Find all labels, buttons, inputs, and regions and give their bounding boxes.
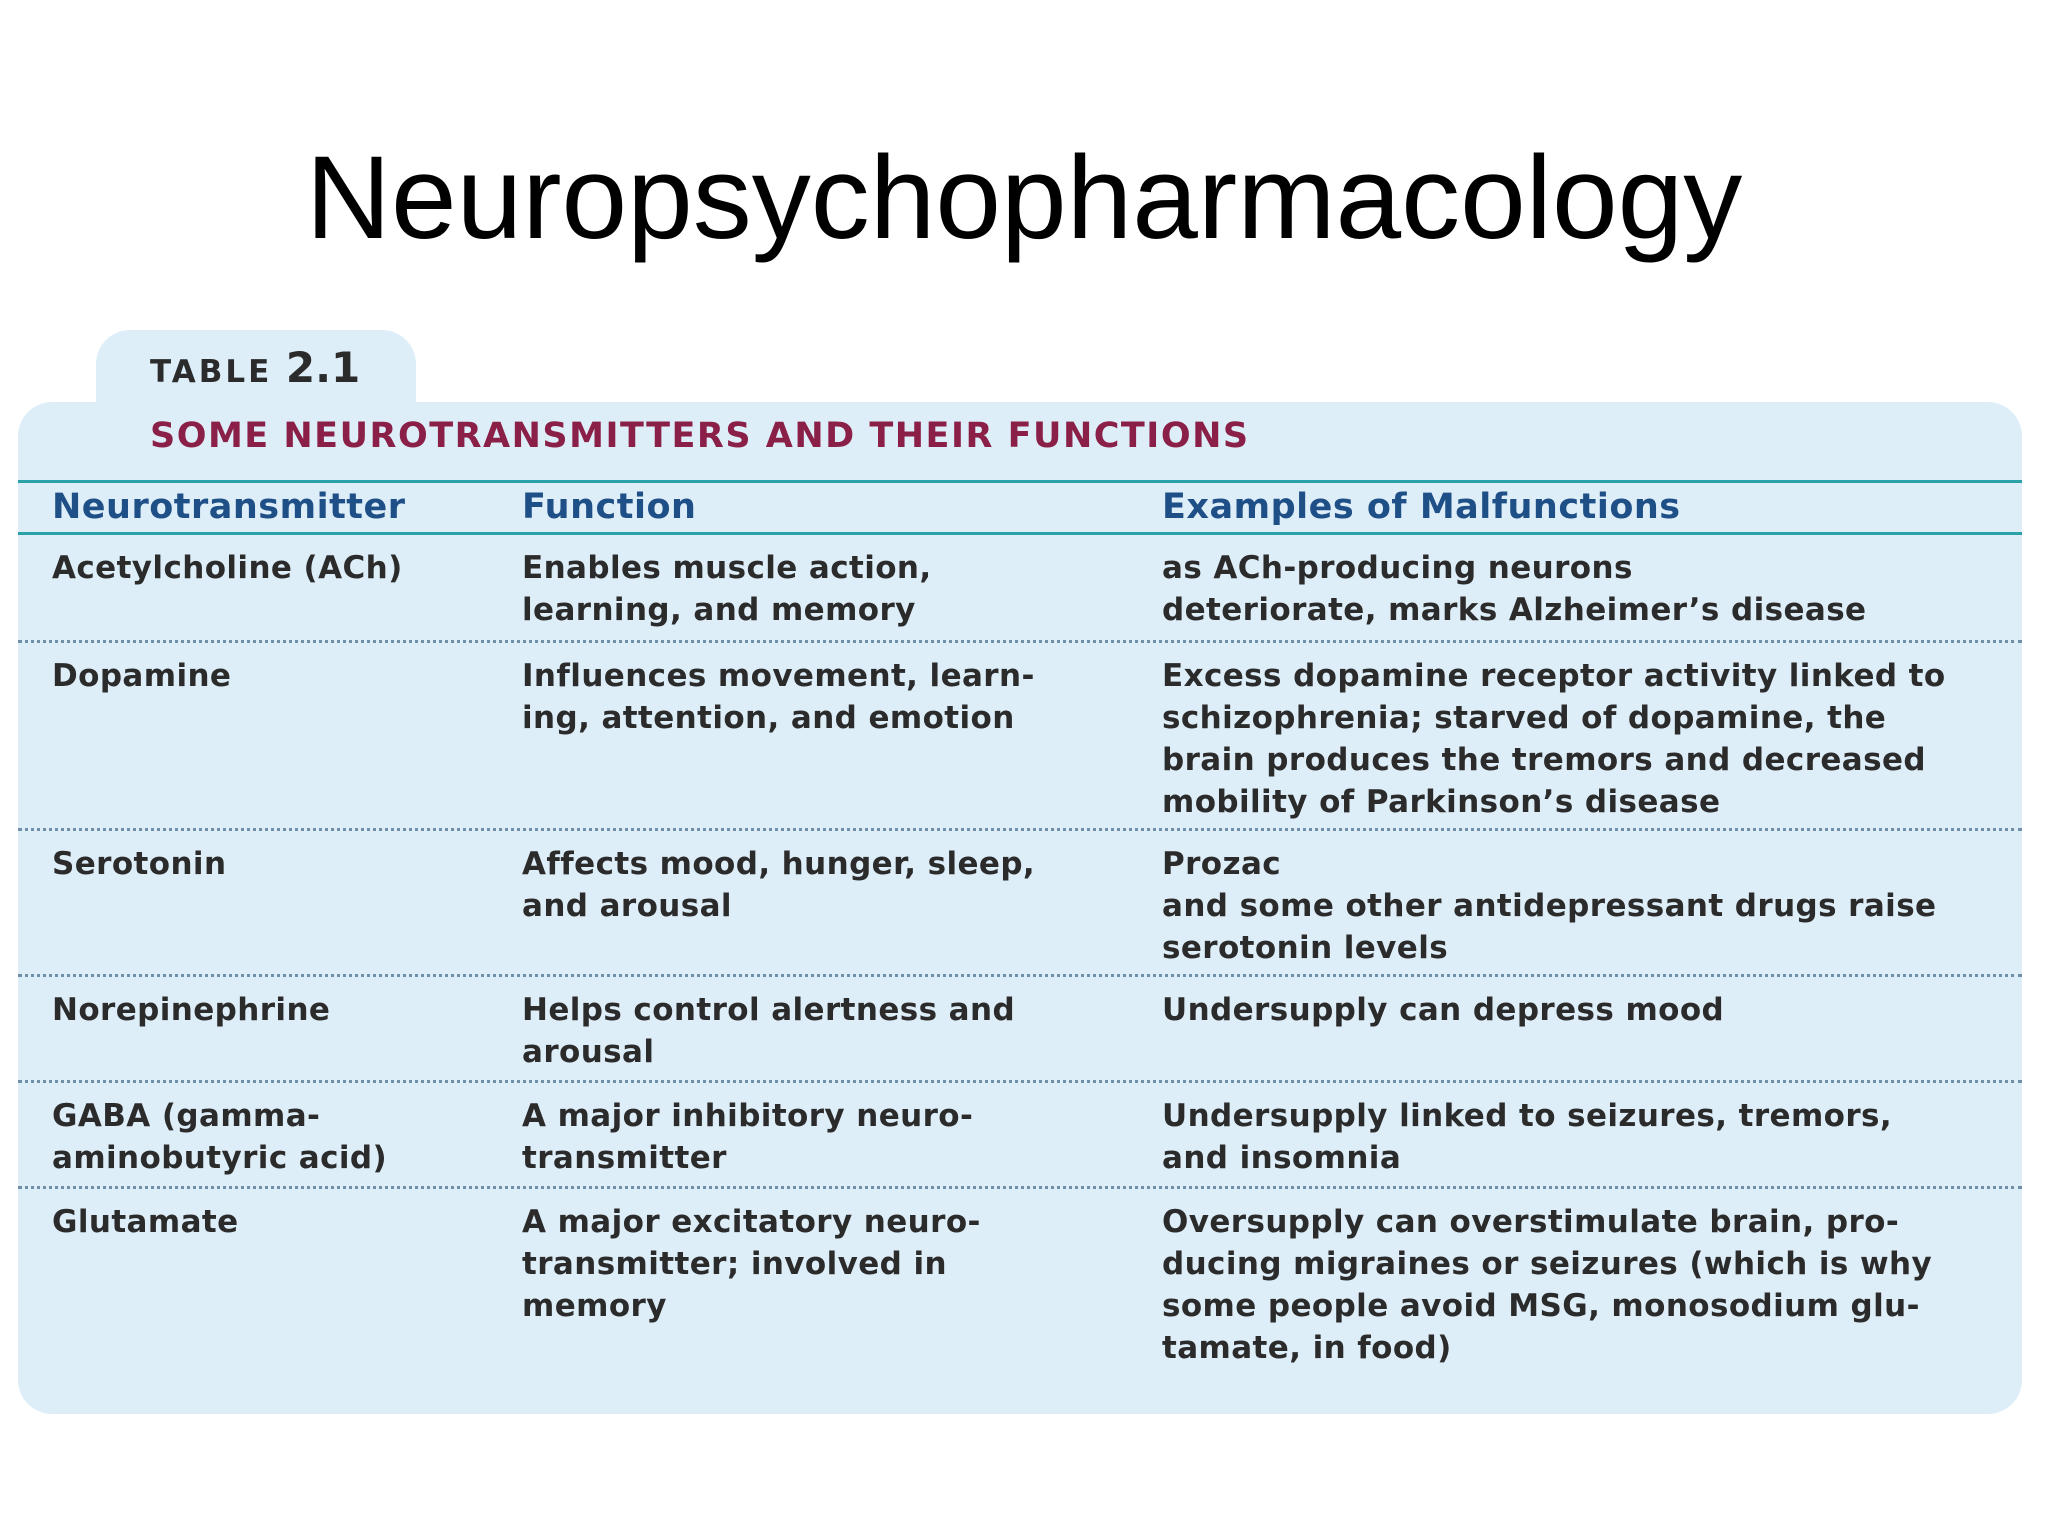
cell-function: Enables muscle action, learning, and memory (522, 550, 932, 628)
cell-neurotransmitter: Serotonin (52, 846, 227, 882)
cell-function: Influences movement, learn- ing, attention, and emotion (522, 658, 1035, 736)
cell-function: A major excitatory neuro- transmitter; involved in memory (522, 1204, 981, 1324)
table-label-number: 2.1 (285, 343, 361, 392)
cell-neurotransmitter: GABA (gamma- aminobutyric acid) (52, 1098, 388, 1176)
cell-malfunction: Excess dopamine receptor activity linked to schizophrenia; starved of dopamine, the brain produces the tremors and decreased mobility of Parkinson’s disease (1162, 658, 1946, 820)
table-header-row (0, 482, 2048, 532)
table-label-word: TABLE (150, 354, 273, 390)
cell-neurotransmitter: Norepinephrine (52, 992, 331, 1028)
table-row (0, 831, 2048, 977)
cell-malfunction: Oversupply can overstimulate brain, pro- ducing migraines or seizures (which is why some people avoid MSG, monosodium glu- tamate, in food) (1162, 1204, 1933, 1366)
header-neurotransmitter: Neurotransmitter (52, 487, 406, 527)
table-row (0, 1189, 2048, 1389)
cell-function: Affects mood, hunger, sleep, and arousal (522, 846, 1036, 924)
cell-neurotransmitter: Glutamate (52, 1204, 239, 1240)
cell-malfunction: as ACh-producing neurons deteriorate, marks Alzheimer’s disease (1162, 550, 1867, 628)
table-row (0, 535, 2048, 643)
table-row (0, 643, 2048, 831)
cell-malfunction: Undersupply can depress mood (1162, 992, 1725, 1028)
header-function: Function (522, 487, 697, 527)
cell-neurotransmitter: Acetylcholine (ACh) (52, 550, 403, 586)
cell-malfunction: Prozac and some other antidepressant drugs raise serotonin levels (1162, 846, 1937, 966)
cell-malfunction: Undersupply linked to seizures, tremors, and insomnia (1162, 1098, 1893, 1176)
table-row (0, 977, 2048, 1083)
cell-function: Helps control alertness and arousal (522, 992, 1016, 1070)
table-row (0, 1083, 2048, 1189)
table-label (150, 338, 360, 398)
slide-title: Neuropsychopharmacology (305, 132, 1743, 264)
cell-neurotransmitter: Dopamine (52, 658, 232, 694)
table-caption: SOME NEUROTRANSMITTERS AND THEIR FUNCTIONS (150, 416, 1250, 456)
cell-function: A major inhibitory neuro- transmitter (522, 1098, 974, 1176)
header-malfunctions: Examples of Malfunctions (1162, 487, 1681, 527)
